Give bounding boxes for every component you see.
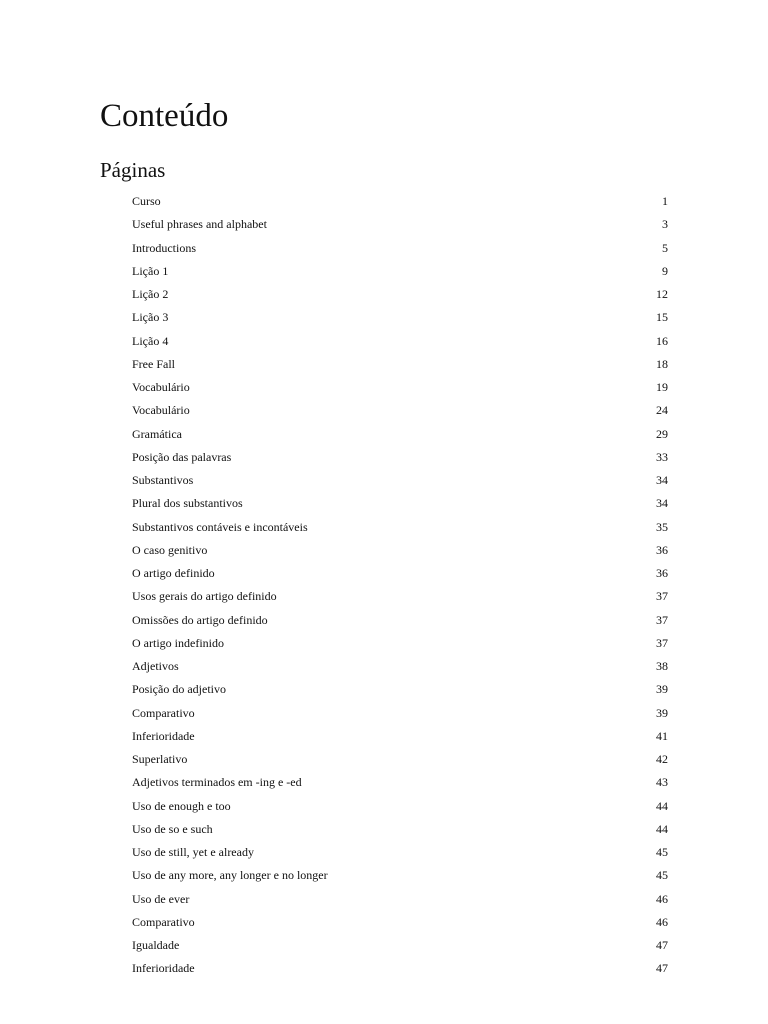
toc-entry-page-number: 37 bbox=[656, 589, 668, 604]
toc-entry[interactable] bbox=[132, 771, 668, 794]
section-title: Páginas bbox=[100, 158, 166, 182]
toc-entry[interactable] bbox=[132, 190, 668, 213]
toc-entry-page-number: 24 bbox=[656, 403, 668, 418]
toc-entry[interactable] bbox=[132, 492, 668, 515]
toc-entry-page-number: 46 bbox=[656, 891, 668, 906]
toc-entry-label: Superlativo bbox=[132, 752, 188, 766]
toc-entry-label: Lição 3 bbox=[132, 310, 169, 325]
toc-entry[interactable] bbox=[132, 399, 668, 422]
toc-entry[interactable] bbox=[132, 795, 668, 818]
toc-entry[interactable] bbox=[132, 748, 668, 771]
toc-entry[interactable] bbox=[132, 446, 668, 469]
toc-entry[interactable] bbox=[132, 237, 668, 260]
toc-entry[interactable] bbox=[132, 469, 668, 492]
toc-entry-page-number: 37 bbox=[656, 612, 668, 627]
toc-entry-page-number: 29 bbox=[656, 426, 668, 441]
toc-entry[interactable] bbox=[132, 888, 668, 911]
toc-entry[interactable] bbox=[132, 516, 668, 539]
toc-entry-page-number: 16 bbox=[656, 333, 668, 348]
toc-entry[interactable] bbox=[132, 864, 668, 887]
toc-entry-page-number: 45 bbox=[656, 868, 668, 883]
toc-entry-label: Posição das palavras bbox=[132, 449, 232, 464]
toc-entry-label: O artigo indefinido bbox=[132, 635, 224, 650]
toc-entry[interactable] bbox=[132, 330, 668, 353]
toc-entry[interactable] bbox=[132, 306, 668, 329]
toc-entry-label: Gramática bbox=[132, 426, 182, 441]
toc-entry-page-number: 38 bbox=[656, 659, 668, 673]
toc-entry-label: Curso bbox=[132, 194, 161, 208]
toc-entry[interactable] bbox=[132, 678, 668, 701]
toc-entry-page-number: 47 bbox=[656, 938, 668, 952]
toc-entry-label: Adjetivos bbox=[132, 659, 179, 673]
toc-entry-page-number: 37 bbox=[656, 635, 668, 650]
toc-entry-page-number: 36 bbox=[656, 566, 668, 580]
toc-entry-label: Lição 1 bbox=[132, 263, 169, 278]
toc-entry[interactable] bbox=[132, 423, 668, 446]
toc-entry-page-number: 45 bbox=[656, 845, 668, 859]
toc-entry[interactable] bbox=[132, 911, 668, 934]
toc-entry-label: Inferioridade bbox=[132, 961, 195, 976]
toc-entry-label: Plural dos substantivos bbox=[132, 496, 243, 511]
toc-entry-page-number: 5 bbox=[662, 240, 668, 255]
toc-entry-label: Useful phrases and alphabet bbox=[132, 217, 267, 232]
toc-entry-page-number: 44 bbox=[656, 798, 668, 813]
toc-entry-page-number: 3 bbox=[662, 217, 668, 232]
toc-entry-label: Lição 2 bbox=[132, 287, 169, 301]
toc-entry-page-number: 34 bbox=[656, 473, 668, 487]
toc-entry-page-number: 36 bbox=[656, 542, 668, 557]
toc-entry[interactable] bbox=[132, 283, 668, 306]
page-title: Conteúdo bbox=[100, 98, 229, 134]
toc-entry[interactable] bbox=[132, 609, 668, 632]
toc-entry[interactable] bbox=[132, 655, 668, 678]
toc-entry-label: Substantivos bbox=[132, 473, 194, 487]
toc-entry[interactable] bbox=[132, 818, 668, 841]
toc-entry-page-number: 39 bbox=[656, 682, 668, 697]
toc-entry-page-number: 12 bbox=[656, 287, 668, 301]
toc-entry-page-number: 18 bbox=[656, 356, 668, 371]
toc-entry[interactable] bbox=[132, 585, 668, 608]
toc-entry-page-number: 39 bbox=[656, 705, 668, 720]
toc-entry-page-number: 41 bbox=[656, 728, 668, 743]
toc-entry-label: Uso de any more, any longer e no longer bbox=[132, 868, 328, 883]
toc-entry[interactable] bbox=[132, 841, 668, 864]
toc-entry-page-number: 46 bbox=[656, 914, 668, 929]
toc-entry[interactable] bbox=[132, 632, 668, 655]
toc-entry-label: Igualdade bbox=[132, 938, 180, 952]
toc-entry-label: Adjetivos terminados em -ing e -ed bbox=[132, 775, 302, 790]
toc-entry-page-number: 1 bbox=[662, 194, 668, 208]
toc-entry-label: Lição 4 bbox=[132, 333, 169, 348]
toc-entry-label: Comparativo bbox=[132, 914, 195, 929]
toc-entry-label: Uso de still, yet e already bbox=[132, 845, 254, 859]
toc-entry-label: Uso de enough e too bbox=[132, 798, 231, 813]
toc-entry[interactable] bbox=[132, 376, 668, 399]
toc-entry[interactable] bbox=[132, 260, 668, 283]
toc-entry-page-number: 47 bbox=[656, 961, 668, 976]
toc-entry-page-number: 15 bbox=[656, 310, 668, 325]
toc-entry[interactable] bbox=[132, 934, 668, 957]
toc-entry-label: O artigo definido bbox=[132, 566, 215, 580]
toc-entry[interactable] bbox=[132, 702, 668, 725]
toc-entry-label: O caso genitivo bbox=[132, 542, 208, 557]
toc-entry[interactable] bbox=[132, 957, 668, 980]
toc-entry-label: Uso de ever bbox=[132, 891, 190, 906]
toc-entry-label: Uso de so e such bbox=[132, 821, 213, 836]
table-of-contents bbox=[132, 190, 668, 981]
toc-entry-label: Comparativo bbox=[132, 705, 195, 720]
toc-entry-label: Free Fall bbox=[132, 356, 175, 371]
toc-entry[interactable] bbox=[132, 353, 668, 376]
toc-entry-page-number: 34 bbox=[656, 496, 668, 511]
toc-entry-label: Introductions bbox=[132, 240, 196, 255]
toc-entry[interactable] bbox=[132, 725, 668, 748]
toc-entry-page-number: 44 bbox=[656, 821, 668, 836]
toc-entry[interactable] bbox=[132, 562, 668, 585]
toc-entry-label: Usos gerais do artigo definido bbox=[132, 589, 277, 604]
toc-entry[interactable] bbox=[132, 539, 668, 562]
toc-entry-page-number: 19 bbox=[656, 380, 668, 394]
toc-entry-page-number: 9 bbox=[662, 263, 668, 278]
toc-entry-label: Posição do adjetivo bbox=[132, 682, 226, 697]
toc-entry-label: Omissões do artigo definido bbox=[132, 612, 268, 627]
toc-entry-page-number: 33 bbox=[656, 449, 668, 464]
toc-entry-page-number: 43 bbox=[656, 775, 668, 790]
toc-entry-label: Inferioridade bbox=[132, 728, 195, 743]
toc-entry-page-number: 35 bbox=[656, 519, 668, 534]
toc-entry-label: Substantivos contáveis e incontáveis bbox=[132, 519, 308, 534]
toc-entry-label: Vocabulário bbox=[132, 403, 190, 418]
toc-entry[interactable] bbox=[132, 213, 668, 236]
toc-entry-label: Vocabulário bbox=[132, 380, 190, 394]
toc-entry-page-number: 42 bbox=[656, 752, 668, 766]
